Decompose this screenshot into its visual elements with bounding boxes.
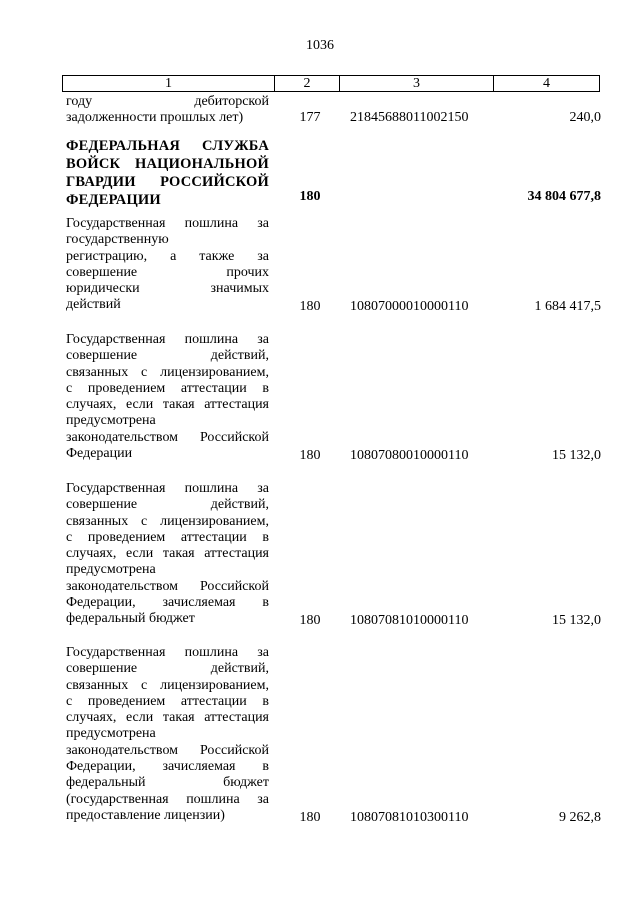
description-line: году дебиторской [66,94,269,109]
description-line: предоставление лицензии) [66,807,225,823]
row-kbk: 10807081010000110 [350,613,469,628]
description-line: совершение действий, [66,348,269,364]
description-line: юридически значимых [66,281,269,297]
description-line: случаях, если такая аттестация [66,397,269,413]
page-number: 1036 [306,38,334,53]
row-description [66,137,269,209]
description-line: Государственная пошлина за [66,645,269,660]
description-line: (государственная пошлина за [66,791,269,807]
header-col-4: 4 [543,76,550,91]
row-description [66,94,269,127]
description-line: связанных с лицензированием, [66,513,269,529]
row-kbk: 10807081010300110 [350,810,469,825]
header-col-2: 2 [275,76,340,91]
row-description [66,645,269,824]
row-kbk: 21845688011002150 [350,110,469,125]
row-amount: 15 132,0 [552,613,601,628]
header-col-1: 1 [63,76,275,91]
row-description [66,481,269,628]
description-line: предусмотрена [66,413,156,429]
description-line: Федерации, зачисляемая в [66,595,269,611]
row-description [66,332,269,462]
table-row [66,332,601,466]
row-kbk: 10807000010000110 [350,299,469,314]
description-line: задолженности прошлых лет) [66,110,244,126]
row-amount: 9 262,8 [559,810,601,825]
row-code: 180 [299,189,321,204]
description-line: связанных с лицензированием, [66,677,269,693]
description-line: с проведением аттестации в [66,693,269,709]
row-amount: 240,0 [569,110,601,125]
header-col-3: 3 [340,76,494,91]
row-code: 180 [299,299,321,314]
row-code: 177 [299,110,321,125]
description-line: действий [66,297,121,313]
description-line: Государственная пошлина за [66,216,269,231]
description-line: ФЕДЕРАЛЬНАЯ СЛУЖБА [66,138,269,154]
table-header [62,75,600,92]
row-amount: 15 132,0 [552,448,601,463]
table-row [66,137,601,209]
description-line: связанных с лицензированием, [66,364,269,380]
table-row [66,94,601,130]
table-row [66,481,601,631]
description-line: совершение действий, [66,661,269,677]
table-row [66,216,601,316]
description-line: Федерации, зачисляемая в [66,759,269,775]
description-line: законодательством Российской [66,742,269,758]
description-line: законодательством Российской [66,578,269,594]
description-line: законодательством Российской [66,429,269,445]
description-line: предусмотрена [66,562,156,578]
description-line: Государственная пошлина за [66,481,269,496]
description-line: с проведением аттестации в [66,529,269,545]
table-row [66,645,601,829]
description-line: предусмотрена [66,726,156,742]
description-line: случаях, если такая аттестация [66,710,269,726]
row-amount: 1 684 417,5 [534,299,601,314]
description-line: совершение действий, [66,497,269,513]
row-amount: 34 804 677,8 [527,189,601,204]
row-code: 180 [299,613,321,628]
description-line: ФЕДЕРАЦИИ [66,192,161,208]
description-line: государственную [66,232,169,248]
row-code: 180 [299,448,321,463]
description-line: федеральный бюджет [66,611,195,627]
description-line: Федерации [66,446,133,462]
description-line: ВОЙСК НАЦИОНАЛЬНОЙ [66,156,269,172]
description-line: случаях, если такая аттестация [66,546,269,562]
description-line: регистрацию, а также за [66,248,269,264]
description-line: ГВАРДИИ РОССИЙСКОЙ [66,174,269,190]
description-line: с проведением аттестации в [66,380,269,396]
row-description [66,216,269,314]
description-line: федеральный бюджет [66,775,269,791]
description-line: совершение прочих [66,264,269,280]
row-code: 180 [299,810,321,825]
description-line: Государственная пошлина за [66,332,269,347]
row-kbk: 10807080010000110 [350,448,469,463]
